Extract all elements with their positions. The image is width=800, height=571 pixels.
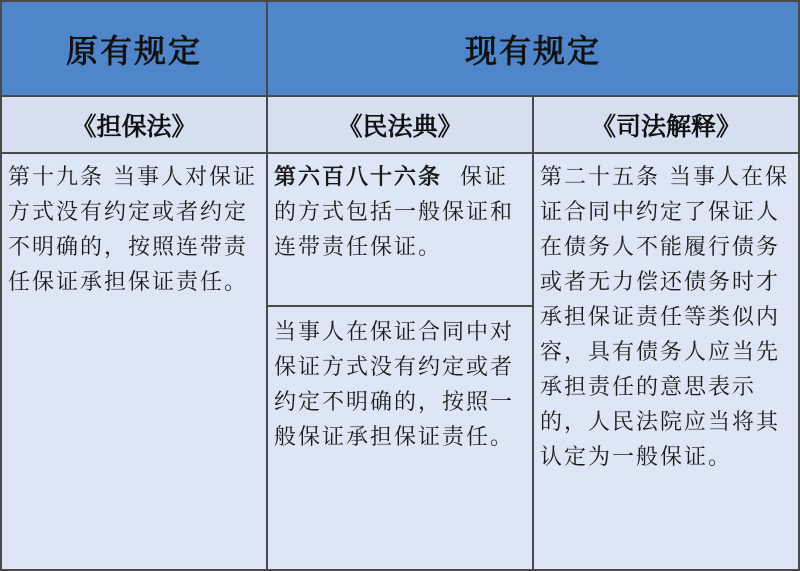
- subheader-col1-label: 《担保法》: [71, 111, 197, 141]
- subheader-judicial-interpretation: [534, 97, 798, 154]
- header-original-title: 原有规定: [65, 31, 202, 70]
- header-original-rules: [2, 2, 268, 97]
- cell-civil-code-article-686: [268, 154, 534, 307]
- subheader-col3-label: 《司法解释》: [590, 111, 741, 141]
- header-current-title: 现有规定: [464, 31, 601, 70]
- article-19-text: 第十九条 当事人对保证方式没有约定或者约定不明确的，按照连带责任保证承担保证责任。: [8, 165, 257, 295]
- subheader-civil-code: [268, 97, 534, 154]
- article-686-text: 保证的方式包括一般保证和连带责任保证。: [274, 165, 515, 260]
- article-25-text: 第二十五条 当事人在保证合同中约定了保证人在债务人不能履行债务或者无力偿还债务时才承担保证责任等类似内容，具有债务人应当先承担责任的意思表示的，人民法院应当将其认定为一般保证。: [540, 165, 789, 470]
- cell-guarantee-law-article: [2, 154, 268, 569]
- cell-judicial-interpretation-article-25: [534, 154, 798, 569]
- subheader-guarantee-law: [2, 97, 268, 154]
- header-current-rules: [268, 2, 798, 97]
- article-686-paragraph-2-text: 当事人在保证合同中对保证方式没有约定或者约定不明确的，按照一般保证承担保证责任。: [274, 320, 515, 450]
- article-686-heading: 第六百八十六条: [274, 165, 443, 190]
- subheader-col2-label: 《民法典》: [337, 111, 463, 141]
- cell-civil-code-paragraph-2: [268, 307, 534, 569]
